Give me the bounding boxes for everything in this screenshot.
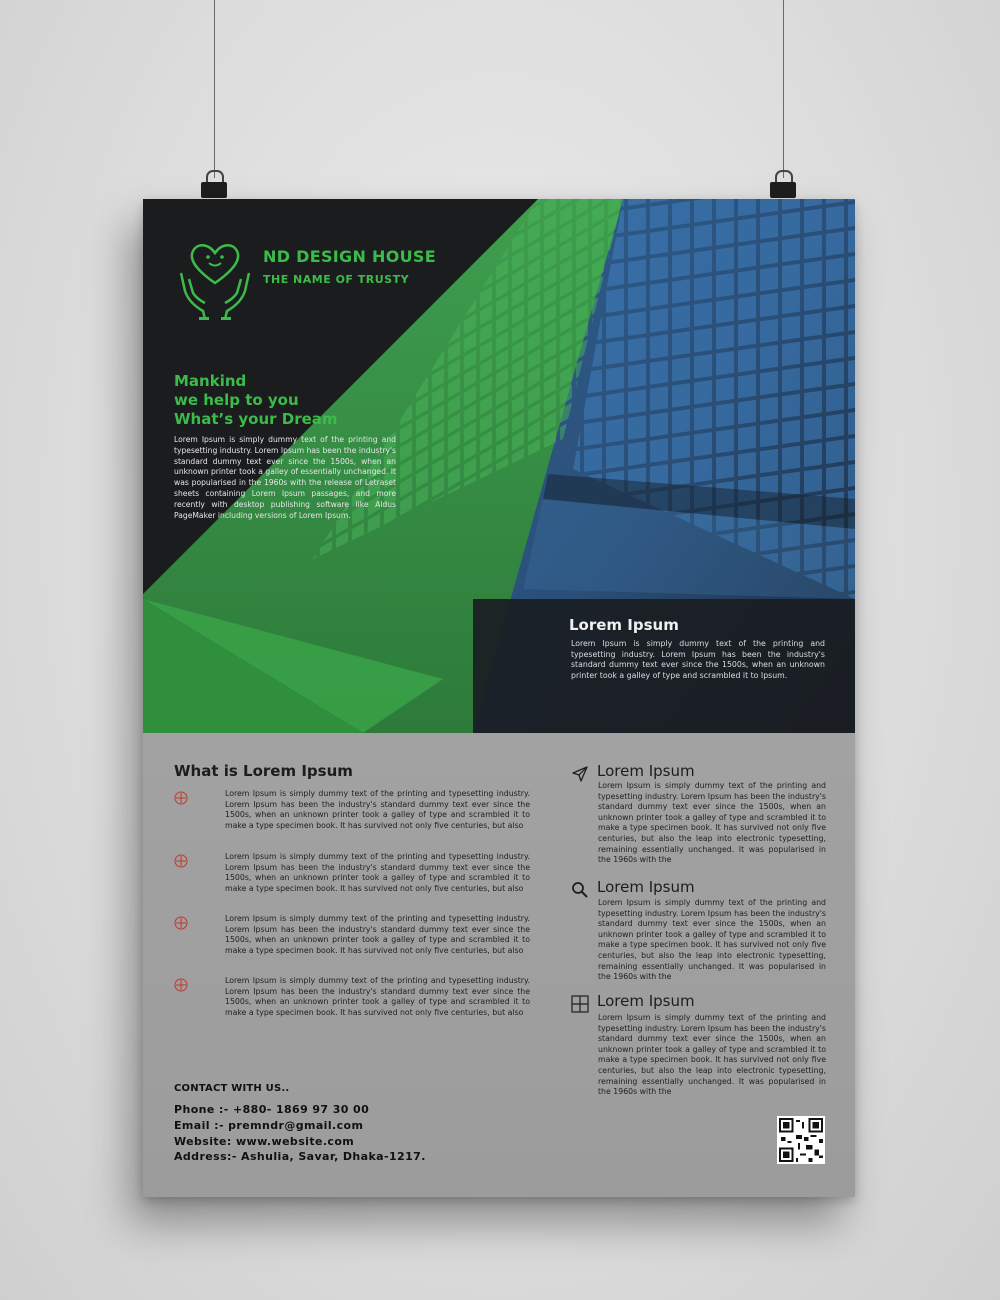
send-icon	[571, 765, 589, 783]
target-bullet-icon	[174, 916, 188, 930]
heart-hands-icon	[175, 233, 255, 321]
binder-clip-left	[201, 170, 227, 198]
feature-body: Lorem Ipsum is simply dummy text of the printing and typesetting industry. Lorem Ipsum has been the industry's standard dummy text ever since the 1500s, when an unknown printer took a galley of type and scrambled it to make a type specimen book. It has survived not only five centuries, but also the leap into electronic typesetting, remaining essentially unchanged. It was popularised in the 1960s with the	[598, 898, 826, 982]
list-item-text: Lorem Ipsum is simply dummy text of the printing and typesetting industry. Lorem Ipsum has been the industry's standard dummy text ever since the 1500s, when an unknown printer took a galley of type and scrambled it to make a type specimen book. It has survived not only five centuries, but also	[225, 976, 530, 1017]
poster	[143, 199, 855, 1197]
list-item-text: Lorem Ipsum is simply dummy text of the printing and typesetting industry. Lorem Ipsum has been the industry's standard dummy text ever since the 1500s, when an unknown printer took a galley of type and scrambled it to make a type specimen book. It has survived not only five centuries, but also	[225, 914, 530, 955]
contact-email: Email :- premndr@gmail.com	[174, 1119, 364, 1132]
brand-name: ND DESIGN HOUSE	[263, 247, 436, 266]
feature-title: Lorem Ipsum	[597, 762, 695, 780]
hanging-string-left	[214, 0, 215, 178]
hanging-string-right	[783, 0, 784, 178]
plus-box-icon	[571, 995, 589, 1013]
list-item-text: Lorem Ipsum is simply dummy text of the printing and typesetting industry. Lorem Ipsum has been the industry's standard dummy text ever since the 1500s, when an unknown printer took a galley of type and scrambled it to make a type specimen book. It has survived not only five centuries, but also	[225, 789, 530, 830]
contact-heading: CONTACT WITH US..	[174, 1083, 290, 1094]
feature-body: Lorem Ipsum is simply dummy text of the printing and typesetting industry. Lorem Ipsum has been the industry's standard dummy text ever since the 1500s, when an unknown printer took a galley of type and scrambled it to make a type specimen book. It has survived not only five centuries, but also the leap into electronic typesetting, remaining essentially unchanged. It was popularised in the 1960s with the	[598, 1013, 826, 1097]
binder-clip-right	[770, 170, 796, 198]
hero-body: Lorem Ipsum is simply dummy text of the printing and typesetting industry. Lorem Ipsum has been the industry's standard dummy text ever since the 1500s, when an unknown printer took a galley of essentially unchanged. It was popularised in the 1960s with the release of Letraset sheets containing Lorem Ipsum passages, and more recently with desktop publishing software like Aldus PageMaker including versions of Lorem Ipsum.	[174, 435, 396, 520]
headline-line: What’s your Dream	[174, 410, 338, 428]
headline-line: Mankind	[174, 372, 247, 390]
contact-website: Website: www.website.com	[174, 1135, 355, 1148]
contact-phone: Phone :- +880- 1869 97 30 00	[174, 1103, 370, 1116]
search-icon	[571, 881, 589, 899]
target-bullet-icon	[174, 978, 188, 992]
contact-address: Address:- Ashulia, Savar, Dhaka-1217.	[174, 1150, 426, 1163]
feature-title: Lorem Ipsum	[597, 878, 695, 896]
target-bullet-icon	[174, 854, 188, 868]
list-item-text: Lorem Ipsum is simply dummy text of the printing and typesetting industry. Lorem Ipsum has been the industry's standard dummy text ever since the 1500s, when an unknown printer took a galley of type and scrambled it to make a type specimen book. It has survived not only five centuries, but also	[225, 852, 530, 893]
poster-top-panel	[143, 199, 855, 733]
brand-tagline: THE NAME OF TRUSTY	[263, 273, 410, 286]
callout-title: Lorem Ipsum	[569, 616, 679, 634]
qr-code-icon	[777, 1116, 825, 1164]
target-bullet-icon	[174, 791, 188, 805]
headline-line: we help to you	[174, 391, 299, 409]
feature-title: Lorem Ipsum	[597, 992, 695, 1010]
hero-headline	[174, 372, 338, 429]
section-title: What is Lorem Ipsum	[174, 762, 353, 780]
feature-body: Lorem Ipsum is simply dummy text of the printing and typesetting industry. Lorem Ipsum has been the industry's standard dummy text ever since the 1500s, when an unknown printer took a galley of type and scrambled it to make a type specimen book. It has survived not only five centuries, but also the leap into electronic typesetting, remaining essentially unchanged. It was popularised in the 1960s with the	[598, 781, 826, 865]
callout-body: Lorem Ipsum is simply dummy text of the printing and typesetting industry. Lorem Ipsum has been the industry's standard dummy text ever since the 1500s, when an unknown printer took a galley of type and scrambled it to Ipsum.	[571, 639, 825, 680]
